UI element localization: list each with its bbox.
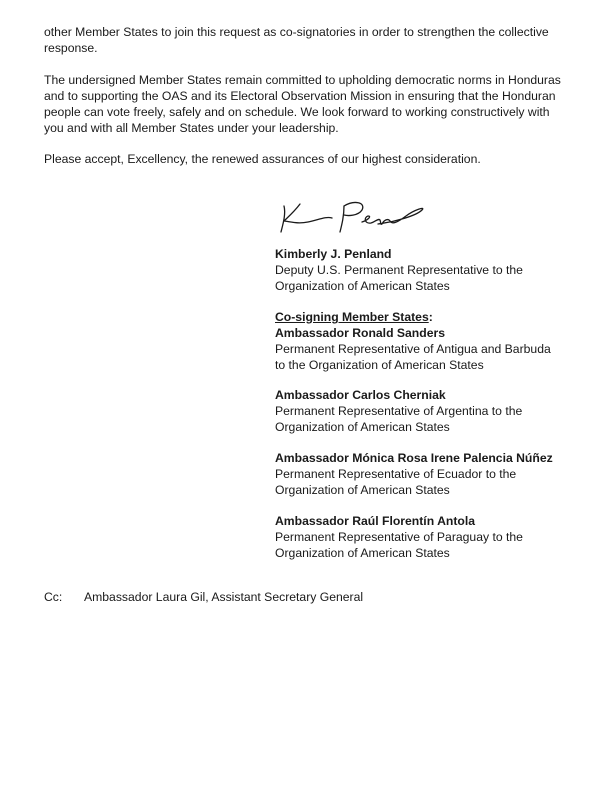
closing-paragraph-request: other Member States to join this request as co-signatories in order to strengthen the collective response. <box>44 25 549 55</box>
cosigner-title-line2: Organization of American States <box>275 483 450 497</box>
cc-recipient: Ambassador Laura Gil, Assistant Secretary General <box>84 590 364 604</box>
cosigner-antigua-block <box>275 309 575 373</box>
signer-title-line1: Deputy U.S. Permanent Representative to the <box>275 263 523 277</box>
handwritten-signature <box>274 194 434 242</box>
closing-paragraph-commitment: The undersigned Member States remain committed to upholding democratic norms in Honduras and to supporting the OAS and its Electoral Observation Mission in ensuring that the Honduran people can vote freely, safely and on schedule. We look forward to working constructively with you and with all Member States under your leadership. <box>44 73 561 135</box>
cosigner-name: Ambassador Raúl Florentín Antola <box>275 514 475 528</box>
cosigner-title-line2: to the Organization of American States <box>275 358 484 372</box>
signer-name: Kimberly J. Penland <box>275 247 392 261</box>
closing-paragraph-assurances: Please accept, Excellency, the renewed assurances of our highest consideration. <box>44 152 481 166</box>
cosigning-heading-text: Co-signing Member States <box>275 310 429 324</box>
signer-block <box>275 246 575 294</box>
cosigner-paraguay-block <box>275 513 575 561</box>
cosigner-title-line1: Permanent Representative of Paraguay to the <box>275 530 523 544</box>
cosigner-title-line2: Organization of American States <box>275 546 450 560</box>
cc-label: Cc: <box>44 590 63 604</box>
cosigner-name: Ambassador Mónica Rosa Irene Palencia Núñez <box>275 451 553 465</box>
signer-title-line2: Organization of American States <box>275 279 450 293</box>
cosigner-ecuador-block <box>275 450 575 498</box>
cosigner-argentina-block <box>275 387 575 435</box>
cosigning-heading-colon: : <box>428 310 433 324</box>
cosigner-name: Ambassador Carlos Cherniak <box>275 388 446 402</box>
cosigner-title-line2: Organization of American States <box>275 420 450 434</box>
cosigner-title-line1: Permanent Representative of Ecuador to the <box>275 467 517 481</box>
cosigner-name: Ambassador Ronald Sanders <box>275 326 445 340</box>
cosigner-title-line1: Permanent Representative of Argentina to the <box>275 404 523 418</box>
cosigning-heading <box>275 309 575 325</box>
cosigner-title-line1: Permanent Representative of Antigua and Barbuda <box>275 342 551 356</box>
